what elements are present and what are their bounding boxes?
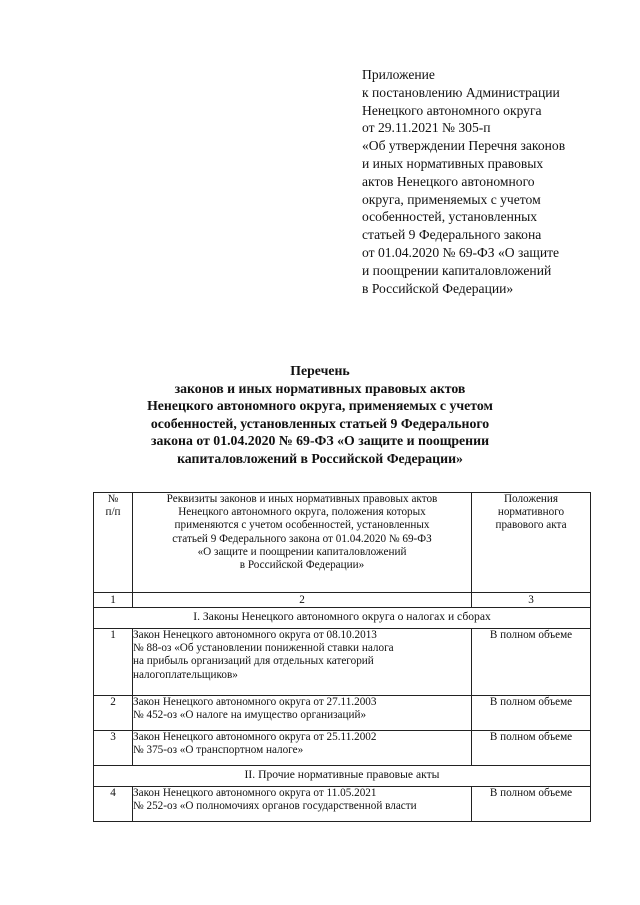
appendix-line: от 29.11.2021 № 305-п	[362, 120, 491, 136]
appendix-line: и иных нормативных правовых	[362, 155, 544, 171]
row-number: 4	[94, 787, 133, 822]
header-requisites-line: статьей 9 Федерального закона от 01.04.2020 № 69-ФЗ	[172, 532, 432, 545]
document-title	[110, 362, 530, 468]
row-number: 3	[94, 731, 133, 766]
appendix-line: от 01.04.2020 № 69-ФЗ «О защите	[362, 244, 560, 260]
requisites-line: Закон Ненецкого автономного округа от 25.11.2002	[133, 731, 377, 743]
section-row	[94, 608, 591, 629]
column-number: 2	[133, 593, 472, 608]
table-row	[94, 787, 591, 822]
header-requisites-line: Ненецкого автономного округа, положения которых	[178, 506, 426, 519]
requisites-line: Закон Ненецкого автономного округа от 11.05.2021	[133, 787, 377, 799]
requisites-line: № 452-оз «О налоге на имущество организаций»	[133, 709, 367, 722]
laws-table	[93, 492, 591, 822]
title-line: закона от 01.04.2020 № 69-ФЗ «О защите и поощрении	[150, 433, 490, 449]
header-number-line: №	[107, 493, 119, 505]
row-requisites	[133, 731, 472, 766]
requisites-line: налогоплательщиков»	[133, 668, 238, 681]
requisites-line: № 252-оз «О полномочиях органов государственной власти	[133, 800, 417, 813]
header-number-line: п/п	[105, 506, 121, 519]
header-number-cell	[94, 493, 133, 593]
table-row	[94, 731, 591, 766]
appendix-line: к постановлению Администрации	[362, 84, 560, 100]
row-extent: В полном объеме	[472, 787, 591, 822]
appendix-line: округа, применяемых с учетом	[362, 191, 541, 207]
title-line: особенностей, установленных статьей 9 Федерального	[150, 415, 490, 431]
appendix-line: в Российской Федерации»	[362, 280, 514, 296]
header-provisions-line: нормативного	[497, 506, 565, 519]
requisites-line: № 88-оз «Об установлении пониженной ставки налога	[133, 642, 394, 655]
row-number: 2	[94, 696, 133, 731]
table-row	[94, 629, 591, 696]
header-requisites-line: «О защите и поощрении капиталовложений	[197, 545, 407, 558]
requisites-line: Закон Ненецкого автономного округа от 27.11.2003	[133, 696, 377, 708]
title-line: законов и иных нормативных правовых актов	[174, 380, 466, 396]
row-requisites	[133, 787, 472, 822]
table-header-row	[94, 493, 591, 593]
requisites-line: Закон Ненецкого автономного округа от 08.10.2013	[133, 629, 377, 641]
title-line: Перечень	[290, 363, 350, 378]
header-provisions-line: правового акта	[495, 519, 567, 532]
section-heading: II. Прочие нормативные правовые акты	[94, 766, 591, 787]
appendix-line: «Об утверждении Перечня законов	[362, 138, 566, 154]
column-number: 1	[94, 593, 133, 608]
column-numbers-row	[94, 593, 591, 608]
header-provisions-line: Положения	[503, 493, 559, 505]
row-extent: В полном объеме	[472, 696, 591, 731]
row-extent: В полном объеме	[472, 731, 591, 766]
section-heading: I. Законы Ненецкого автономного округа о налогах и сборах	[94, 608, 591, 629]
header-requisites-line: применяются с учетом особенностей, установленных	[174, 519, 430, 532]
table-row	[94, 696, 591, 731]
row-extent: В полном объеме	[472, 629, 591, 696]
header-requisites-line: в Российской Федерации»	[239, 559, 365, 572]
appendix-line: статьей 9 Федерального закона	[362, 227, 542, 243]
appendix-line: актов Ненецкого автономного	[362, 173, 535, 189]
appendix-line: особенностей, установленных	[362, 209, 538, 225]
appendix-line: Ненецкого автономного округа	[362, 102, 542, 118]
section-row	[94, 766, 591, 787]
header-requisites-cell	[133, 493, 472, 593]
title-line: Ненецкого автономного округа, применяемых с учетом	[147, 398, 493, 414]
appendix-block	[362, 66, 632, 297]
row-requisites	[133, 629, 472, 696]
row-number: 1	[94, 629, 133, 696]
row-requisites	[133, 696, 472, 731]
appendix-line: Приложение	[362, 67, 435, 82]
title-line: капиталовложений в Российской Федерации»	[177, 450, 463, 466]
header-provisions-cell	[472, 493, 591, 593]
header-requisites-line: Реквизиты законов и иных нормативных правовых актов	[166, 493, 438, 505]
column-number: 3	[472, 593, 591, 608]
requisites-line: № 375-оз «О транспортном налоге»	[133, 744, 304, 757]
appendix-line: и поощрении капиталовложений	[362, 262, 552, 278]
requisites-line: на прибыль организаций для отдельных категорий	[133, 655, 374, 668]
